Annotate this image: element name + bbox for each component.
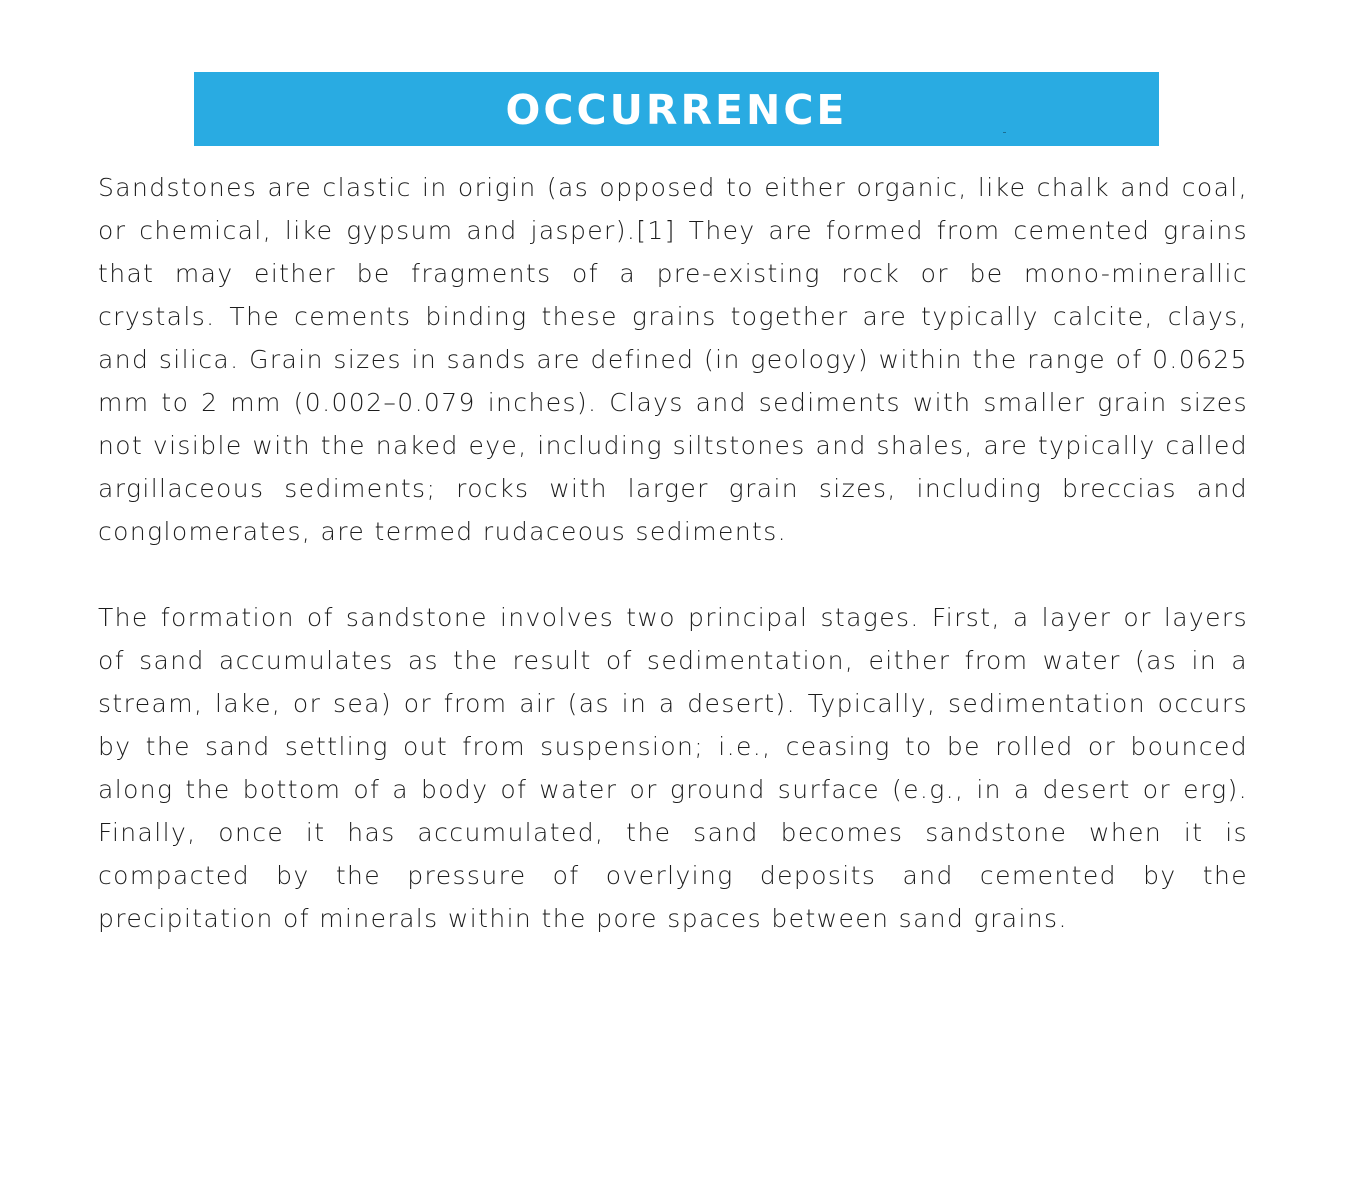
- section-title: OCCURRENCE: [505, 86, 848, 134]
- article-body: [98, 166, 1248, 940]
- banner-mark: [1003, 132, 1006, 133]
- paragraph-formation: The formation of sandstone involves two principal stages. First, a layer or layers of sand accumulates as the result of sedimentation, either from water (as in a stream, lake, or sea) or from air (as in a desert). Typically, sedimentation occurs by the sand settling out from suspension; i.e., ceasing to be rolled or bounced along the bottom of a body of water or ground surface (e.g., in a desert or erg). Finally, once it has accumulated, the sand becomes sandstone when it is compacted by the pressure of overlying deposits and cemented by the precipitation of minerals within the pore spaces between sand grains.: [98, 603, 1248, 933]
- paragraph-origin: Sandstones are clastic in origin (as opposed to either organic, like chalk and coal, or chemical, like gypsum and jasper).[1] They are formed from cemented grains that may either be fragments of a pre-existing rock or be mono-minerallic crystals. The cements binding these grains together are typically calcite, clays, and silica. Grain sizes in sands are defined (in geology) within the range of 0.0625 mm to 2 mm (0.002–0.079 inches). Clays and sediments with smaller grain sizes not visible with the naked eye, including siltstones and shales, are typically called argillaceous sediments; rocks with larger grain sizes, including breccias and conglomerates, are termed rudaceous sediments.: [98, 173, 1248, 546]
- section-header-banner: [194, 72, 1159, 146]
